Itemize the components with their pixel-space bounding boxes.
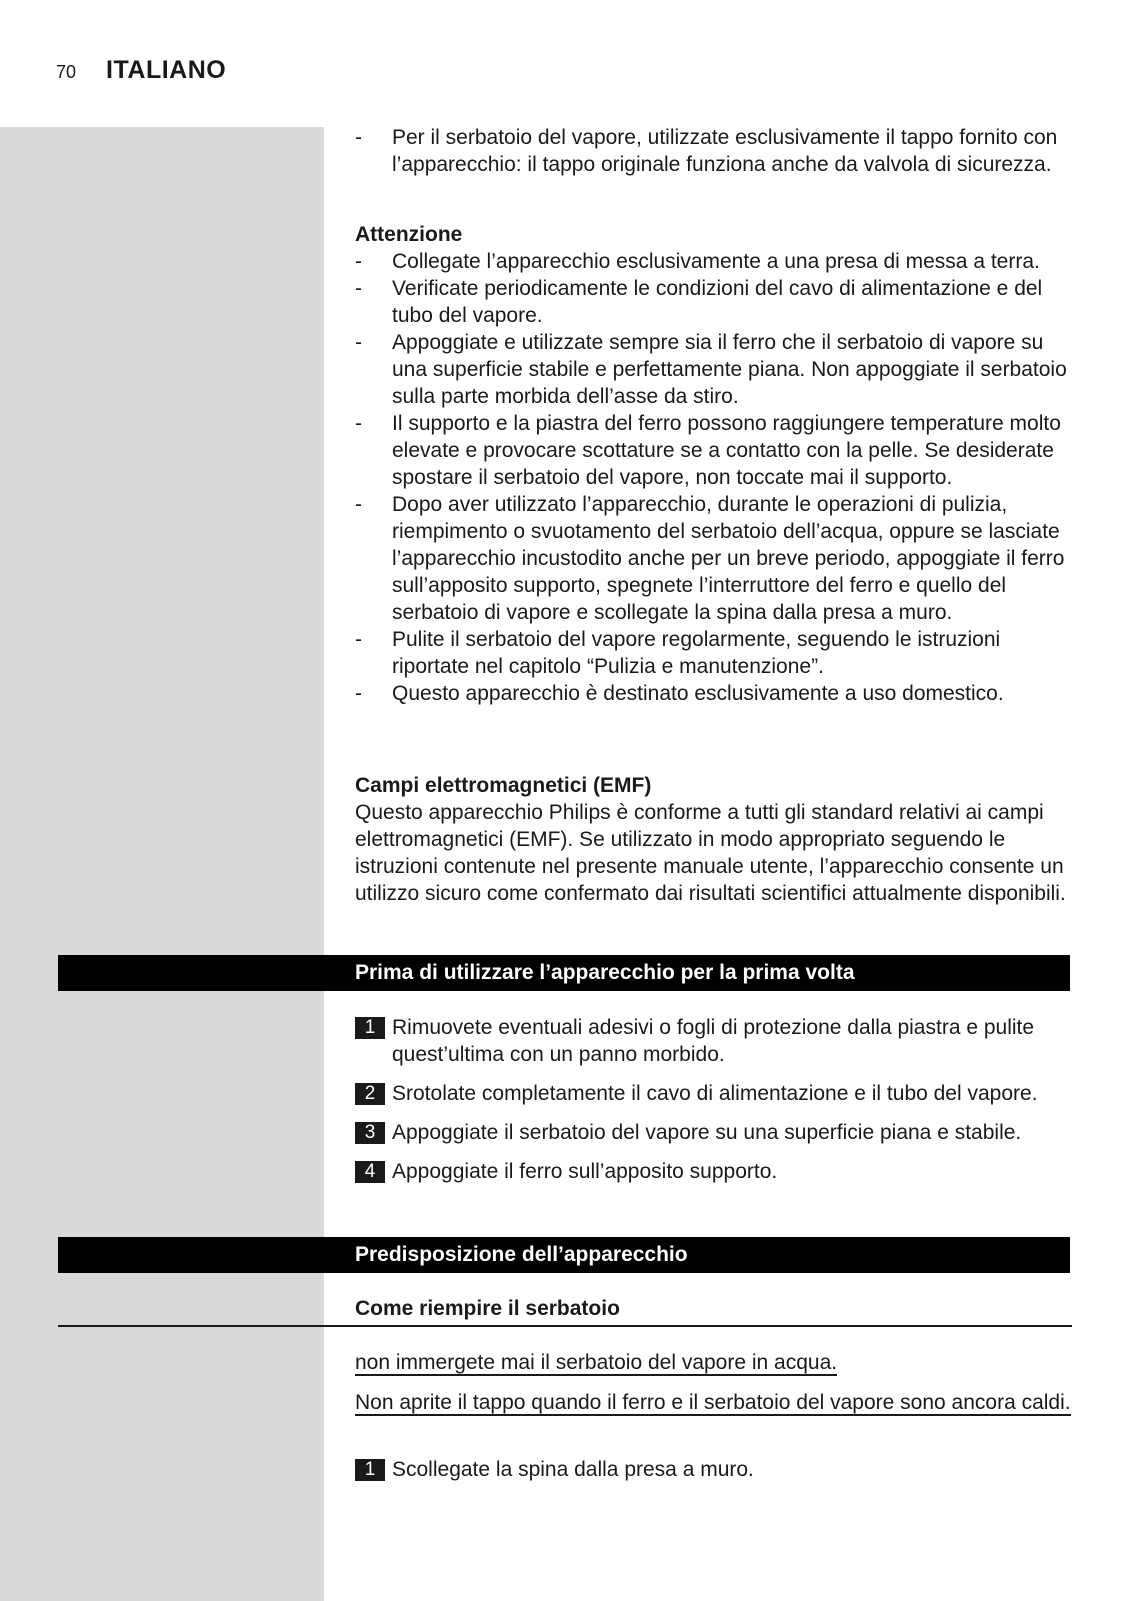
step-text: Rimuovete eventuali adesivi o fogli di protezione dalla piastra e pulite quest’ultima con un panno morbido. xyxy=(392,1016,1035,1066)
list-item: - Il supporto e la piastra del ferro possono raggiungere temperature molto elevate e provocare scottature se a contatto con la pelle. Se desiderate spostare il serbatoio del vapore, non toccate mai il supporto. xyxy=(355,410,1075,491)
grey-sidebar xyxy=(0,127,324,1601)
step-item xyxy=(355,1014,1075,1068)
section-title: Predisposizione dell’apparecchio xyxy=(355,1243,688,1266)
first-use-steps xyxy=(355,1014,1075,1197)
list-item: - Dopo aver utilizzato l’apparecchio, durante le operazioni di pulizia, riempimento o svuotamento del serbatoio dell’acqua, oppure se lasciate l’apparecchio incustodito anche per un breve periodo, appoggiate il ferro sull’apposito supporto, spegnete l’interruttore del ferro e quello del serbatoio di vapore e scollegate la spina dalla presa a muro. xyxy=(355,491,1075,626)
list-item: - Per il serbatoio del vapore, utilizzate esclusivamente il tappo fornito con l’apparecchio: il tappo originale funziona anche da valvola di sicurezza. xyxy=(355,124,1075,178)
page-header xyxy=(56,56,226,96)
language-title: ITALIANO xyxy=(106,56,227,84)
emf-heading: Campi elettromagnetici (EMF) xyxy=(355,774,652,797)
warning-line: Non aprite il tappo quando il ferro e il serbatoio del vapore sono ancora caldi. xyxy=(355,1391,1071,1414)
step-text: Appoggiate il serbatoio del vapore su una superficie piana e stabile. xyxy=(392,1121,1022,1144)
subsection-heading: Come riempire il serbatoio xyxy=(355,1297,620,1320)
list-item: - Questo apparecchio è destinato esclusivamente a uso domestico. xyxy=(355,680,1075,707)
list-item: - Appoggiate e utilizzate sempre sia il ferro che il serbatoio di vapore su una superficie stabile e perfettamente piana. Non appoggiate il serbatoio sulla parte morbida dell’asse da stiro. xyxy=(355,329,1075,410)
section-bar-setup xyxy=(58,1237,1070,1273)
attenzione-heading: Attenzione xyxy=(355,223,463,246)
list-item: - Collegate l’apparecchio esclusivamente a una presa di messa a terra. xyxy=(355,248,1075,275)
list-item: - Pulite il serbatoio del vapore regolarmente, seguendo le istruzioni riportate nel capitolo “Pulizia e manutenzione”. xyxy=(355,626,1075,680)
intro-bullet-list xyxy=(355,124,1075,178)
section-bar-first-use xyxy=(58,955,1070,991)
warning-text xyxy=(355,1349,1075,1376)
list-item: - Verificate periodicamente le condizioni del cavo di alimentazione e del tubo del vapore. xyxy=(355,275,1075,329)
step-item xyxy=(355,1158,1075,1185)
attenzione-bullet-list xyxy=(355,248,1075,707)
step-number-badge: 1 xyxy=(355,1459,385,1481)
step-number-badge: 1 xyxy=(355,1017,385,1039)
step-item xyxy=(355,1080,1075,1107)
subsection-rule xyxy=(58,1325,1072,1327)
warning-text xyxy=(355,1389,1075,1416)
step-item xyxy=(355,1119,1075,1146)
setup-steps xyxy=(355,1456,1075,1495)
step-number-badge: 2 xyxy=(355,1083,385,1105)
section-title: Prima di utilizzare l’apparecchio per la prima volta xyxy=(355,961,855,984)
step-text: Appoggiate il ferro sull’apposito supporto. xyxy=(392,1160,778,1183)
step-text: Scollegate la spina dalla presa a muro. xyxy=(392,1458,754,1481)
step-number-badge: 3 xyxy=(355,1122,385,1144)
step-item xyxy=(355,1456,1075,1483)
step-number-badge: 4 xyxy=(355,1161,385,1183)
emf-paragraph: Questo apparecchio Philips è conforme a tutti gli standard relativi ai campi elettromagnetici (EMF). Se utilizzato in modo appropriato seguendo le istruzioni contenute nel presente manuale utente, l’apparecchio consente un utilizzo sicuro come confermato dai risultati scientifici attualmente disponibili. xyxy=(355,801,1066,905)
step-text: Srotolate completamente il cavo di alimentazione e il tubo del vapore. xyxy=(392,1082,1038,1105)
page-number: 70 xyxy=(56,62,77,82)
warning-line: non immergete mai il serbatoio del vapore in acqua. xyxy=(355,1351,838,1374)
